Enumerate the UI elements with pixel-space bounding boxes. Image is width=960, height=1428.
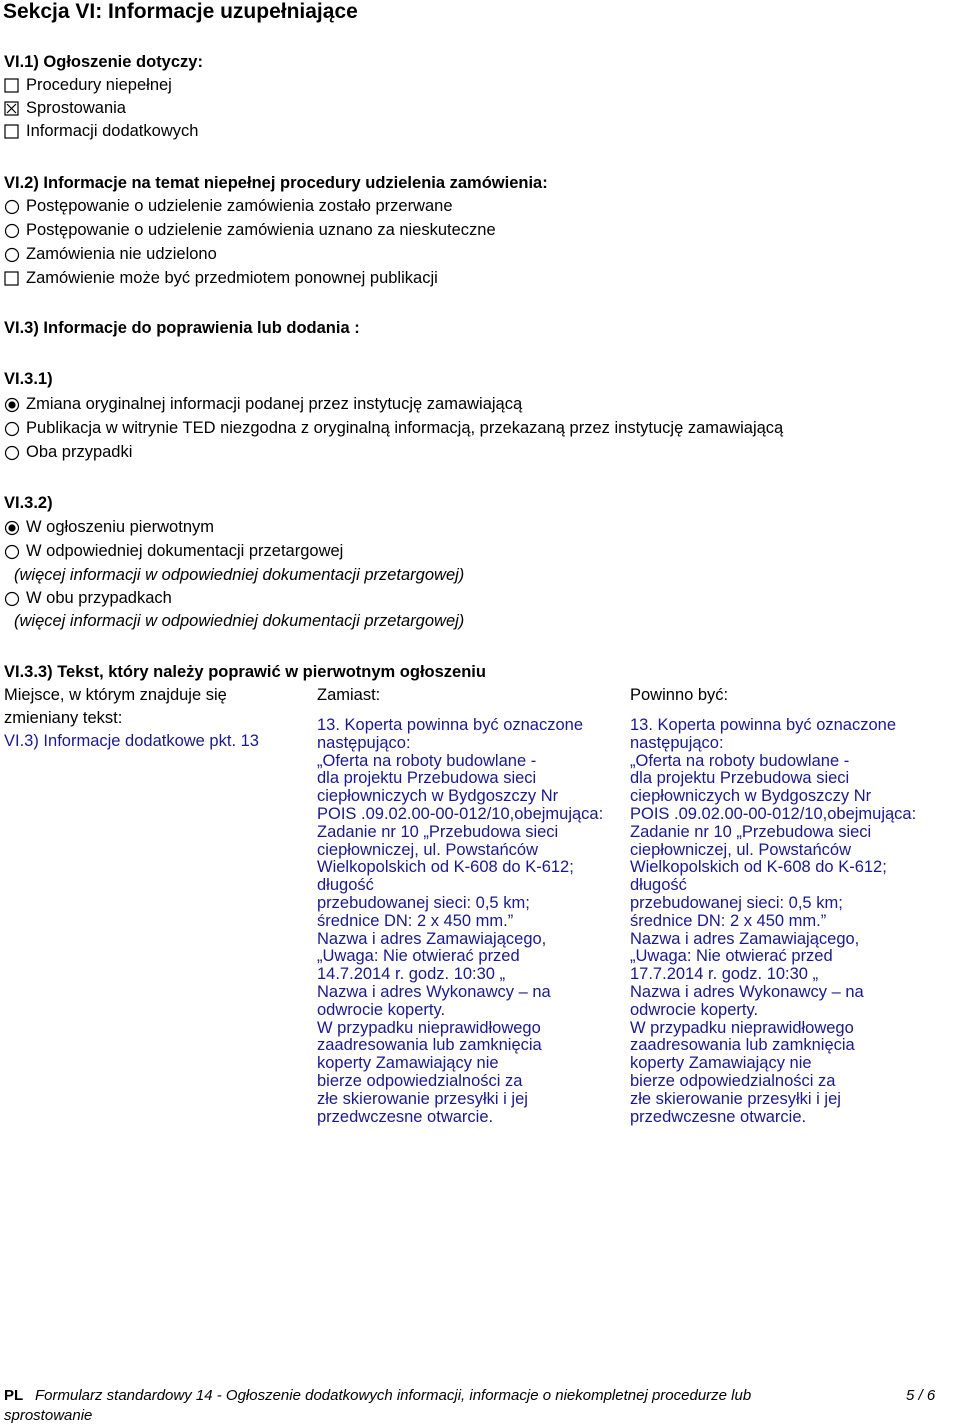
text-line: Nazwa i adres Wykonawcy – na	[317, 982, 551, 1001]
instead-header: Zamiast:	[317, 686, 381, 704]
option-label: W odpowiedniej dokumentacji przetargowej	[26, 542, 344, 560]
text-line: bierze odpowiedzialności za	[630, 1071, 836, 1090]
option-label: Sprostowania	[26, 99, 126, 117]
radio-unselected-icon[interactable]	[4, 199, 21, 215]
text-line: „Oferta na roboty budowlane -	[317, 751, 537, 770]
text-line: Zadanie nr 10 „Przebudowa sieci	[630, 822, 872, 841]
text-line: koperty Zamawiający nie	[630, 1054, 812, 1073]
s631-title: VI.3.1)	[4, 370, 53, 388]
should-header: Powinno być:	[630, 686, 729, 704]
option-label: Procedury niepełnej	[26, 76, 172, 94]
radio-selected-icon[interactable]	[4, 397, 21, 413]
place-value: VI.3) Informacje dodatkowe pkt. 13	[4, 732, 259, 750]
s632-note-dokumentacji: (więcej informacji w odpowiedniej dokumentacji przetargowej)	[14, 566, 465, 584]
radio-selected-icon[interactable]	[4, 520, 21, 536]
instead-text	[317, 717, 603, 1126]
text-line: średnice DN: 2 x 450 mm.”	[630, 911, 827, 930]
option-label: Postępowanie o udzielenie zamówienia zostało przerwane	[26, 197, 453, 215]
text-line: przebudowanej sieci: 0,5 km;	[317, 893, 530, 912]
s632-title: VI.3.2)	[4, 494, 53, 512]
text-line: koperty Zamawiający nie	[317, 1054, 499, 1073]
text-line: złe skierowanie przesyłki i jej	[630, 1089, 841, 1108]
option-label: Zmiana oryginalnej informacji podanej przez instytucję zamawiającą	[26, 395, 523, 413]
option-label: Informacji dodatkowych	[26, 122, 199, 140]
s62-option-nieskuteczne[interactable]	[4, 221, 496, 240]
should-text	[630, 717, 916, 1126]
place-header-line2: zmieniany tekst:	[4, 709, 123, 727]
text-line: „Uwaga: Nie otwierać przed	[630, 947, 833, 966]
text-line: Nazwa i adres Wykonawcy – na	[630, 982, 864, 1001]
text-line: dla projektu Przebudowa sieci	[630, 769, 850, 788]
s632-option-dokumentacji[interactable]	[4, 542, 343, 561]
radio-unselected-icon[interactable]	[4, 223, 21, 239]
s63-title: VI.3) Informacje do poprawienia lub dodania :	[4, 319, 360, 337]
text-line: następująco:	[317, 733, 411, 752]
text-line: zaadresowania lub zamknięcia	[630, 1036, 855, 1055]
option-label: Oba przypadki	[26, 443, 133, 461]
footer-lang	[4, 1387, 23, 1404]
place-header-line1: Miejsce, w którym znajduje się	[4, 686, 227, 704]
text-line: 13. Koperta powinna być oznaczone	[630, 716, 897, 734]
radio-unselected-icon[interactable]	[4, 544, 21, 560]
s62-title: VI.2) Informacje na temat niepełnej procedury udzielenia zamówienia:	[4, 174, 548, 192]
text-line: 13. Koperta powinna być oznaczone	[317, 716, 584, 734]
checkbox-checked-icon[interactable]	[4, 101, 21, 116]
text-line: odwrocie koperty.	[630, 1000, 759, 1019]
text-line: Zadanie nr 10 „Przebudowa sieci	[317, 822, 559, 841]
text-line: przebudowanej sieci: 0,5 km;	[630, 893, 843, 912]
footer-lang-code: PL	[4, 1387, 24, 1404]
radio-unselected-icon[interactable]	[4, 421, 21, 437]
text-line: „Uwaga: Nie otwierać przed	[317, 947, 520, 966]
text-line: Wielkopolskich od K-608 do K-612;	[317, 858, 574, 877]
text-line: dla projektu Przebudowa sieci	[317, 769, 537, 788]
radio-unselected-icon[interactable]	[4, 247, 21, 263]
option-label: W ogłoszeniu pierwotnym	[26, 518, 214, 536]
s631-option-zmiana[interactable]	[4, 395, 522, 414]
checkbox-unchecked-icon[interactable]	[4, 124, 21, 139]
text-line: przedwczesne otwarcie.	[630, 1107, 807, 1126]
option-label: Zamówienie może być przedmiotem ponownej publikacji	[26, 269, 438, 287]
text-line: złe skierowanie przesyłki i jej	[317, 1089, 528, 1108]
s61-option-informacji[interactable]	[4, 122, 198, 141]
text-line: ciepłowniczych w Bydgoszczy Nr	[630, 787, 872, 806]
option-label: W obu przypadkach	[26, 589, 172, 607]
s631-option-oba[interactable]	[4, 443, 132, 462]
radio-unselected-icon[interactable]	[4, 445, 21, 461]
s62-option-ponownej-publikacji[interactable]	[4, 269, 438, 288]
option-label: Postępowanie o udzielenie zamówienia uznano za nieskuteczne	[26, 221, 496, 239]
text-line: przedwczesne otwarcie.	[317, 1107, 494, 1126]
s62-option-przerwane[interactable]	[4, 197, 453, 216]
text-line: Nazwa i adres Zamawiającego,	[317, 929, 547, 948]
text-line: długość	[317, 876, 374, 895]
s632-option-pierwotnym[interactable]	[4, 518, 214, 537]
text-line: 17.7.2014 r. godz. 10:30 „	[630, 965, 819, 984]
s632-note-obu: (więcej informacji w odpowiedniej dokumentacji przetargowej)	[14, 612, 465, 630]
checkbox-unchecked-icon[interactable]	[4, 78, 21, 93]
text-line: POIS .09.02.00-00-012/10,obejmująca:	[630, 804, 917, 823]
text-line: ciepłowniczej, ul. Powstańców	[317, 840, 539, 859]
s61-option-procedury[interactable]	[4, 76, 172, 95]
text-line: ciepłowniczej, ul. Powstańców	[630, 840, 852, 859]
text-line: ciepłowniczych w Bydgoszczy Nr	[317, 787, 559, 806]
footer-form-line2: sprostowanie	[4, 1407, 93, 1424]
option-label: Publikacja w witrynie TED niezgodna z oryginalną informacją, przekazaną przez instytucję zamawiającą	[26, 419, 784, 437]
text-line: W przypadku nieprawidłowego	[317, 1018, 541, 1037]
text-line: 14.7.2014 r. godz. 10:30 „	[317, 965, 506, 984]
text-line: zaadresowania lub zamknięcia	[317, 1036, 542, 1055]
text-line: Nazwa i adres Zamawiającego,	[630, 929, 860, 948]
text-line: odwrocie koperty.	[317, 1000, 446, 1019]
text-line: POIS .09.02.00-00-012/10,obejmująca:	[317, 804, 604, 823]
s633-title: VI.3.3) Tekst, który należy poprawić w pierwotnym ogłoszeniu	[4, 663, 486, 681]
text-line: następująco:	[630, 733, 724, 752]
s61-option-sprostowania[interactable]	[4, 99, 126, 118]
footer-page-number: 5 / 6	[906, 1387, 936, 1404]
option-label: Zamówienia nie udzielono	[26, 245, 217, 263]
section-title: Sekcja VI: Informacje uzupełniające	[3, 0, 358, 23]
text-line: średnice DN: 2 x 450 mm.”	[317, 911, 514, 930]
s631-option-publikacja-ted[interactable]	[4, 419, 783, 438]
s632-option-obu[interactable]	[4, 589, 172, 608]
checkbox-unchecked-icon[interactable]	[4, 271, 21, 286]
text-line: bierze odpowiedzialności za	[317, 1071, 523, 1090]
text-line: długość	[630, 876, 687, 895]
text-line: W przypadku nieprawidłowego	[630, 1018, 854, 1037]
text-line: Wielkopolskich od K-608 do K-612;	[630, 858, 887, 877]
text-line: „Oferta na roboty budowlane -	[630, 751, 850, 770]
radio-unselected-icon[interactable]	[4, 591, 21, 607]
footer-form-line1: Formularz standardowy 14 - Ogłoszenie dodatkowych informacji, informacje o niekompletnej procedurze lub	[35, 1387, 752, 1404]
s62-option-nie-udzielono[interactable]	[4, 245, 217, 264]
s61-title: VI.1) Ogłoszenie dotyczy:	[4, 53, 203, 71]
